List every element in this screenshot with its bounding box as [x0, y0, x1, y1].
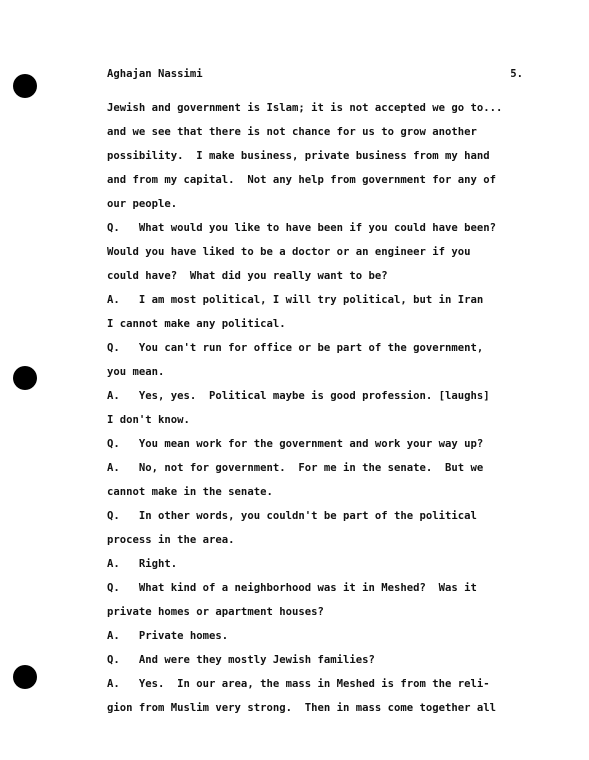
transcript-line: process in the area. [107, 534, 235, 546]
transcript-line: private homes or apartment houses? [107, 606, 324, 618]
transcript-line: A. Private homes. [107, 630, 229, 642]
transcript-line: and from my capital. Not any help from government for any of [107, 174, 497, 186]
binder-hole-bottom [13, 665, 37, 689]
transcript-line: A. Yes. In our area, the mass in Meshed is from the reli- [107, 678, 490, 690]
transcript-line: Q. What kind of a neighborhood was it in Meshed? Was it [107, 582, 477, 594]
binder-hole-middle [13, 366, 37, 390]
transcript-line: you mean. [107, 366, 165, 378]
interviewee-name: Aghajan Nassimi [107, 68, 203, 80]
transcript-line: Q. And were they mostly Jewish families? [107, 654, 375, 666]
transcript-line: Would you have liked to be a doctor or an engineer if you [107, 246, 471, 258]
binder-hole-top [13, 74, 37, 98]
transcript-line: Q. In other words, you couldn't be part of the political [107, 510, 477, 522]
transcript-line: could have? What did you really want to be? [107, 270, 388, 282]
transcript-line: Q. What would you like to have been if you could have been? [107, 222, 497, 234]
transcript-line: A. I am most political, I will try political, but in Iran [107, 294, 484, 306]
transcript-line: possibility. I make business, private business from my hand [107, 150, 490, 162]
transcript-line: A. Yes, yes. Political maybe is good profession. [laughs] [107, 390, 490, 402]
transcript-line: gion from Muslim very strong. Then in mass come together all [107, 702, 497, 714]
transcript-line: Jewish and government is Islam; it is not accepted we go to... [107, 102, 503, 114]
transcript-line: and we see that there is not chance for us to grow another [107, 126, 477, 138]
transcript-line: I cannot make any political. [107, 318, 286, 330]
transcript-line: I don't know. [107, 414, 190, 426]
transcript-line: A. No, not for government. For me in the senate. But we [107, 462, 484, 474]
transcript-line: Q. You mean work for the government and work your way up? [107, 438, 484, 450]
transcript-line: cannot make in the senate. [107, 486, 273, 498]
transcript-line: our people. [107, 198, 178, 210]
transcript-line: Q. You can't run for office or be part of the government, [107, 342, 484, 354]
transcript-line: A. Right. [107, 558, 178, 570]
page-number: 5. [510, 68, 523, 80]
